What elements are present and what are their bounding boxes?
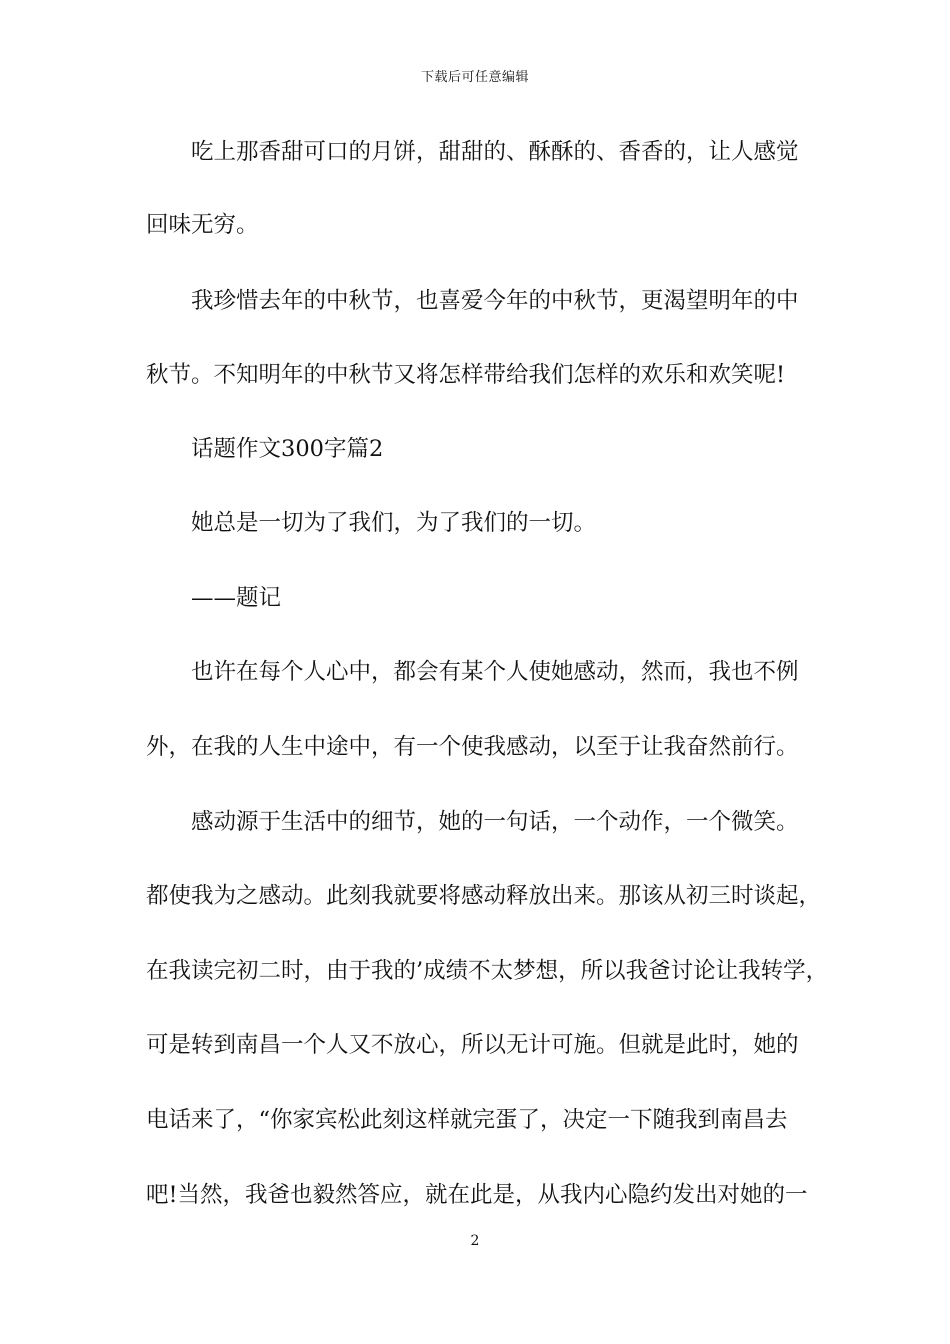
text-line: 也许在每个人心中，都会有某个人使她感动，然而，我也不例	[191, 659, 799, 685]
section-heading: 话题作文300字篇2	[191, 436, 384, 462]
text-line: 她总是一切为了我们，为了我们的一切。	[191, 510, 597, 536]
page-number: 2	[470, 1233, 480, 1249]
text-line: 都使我为之感动。此刻我就要将感动释放出来。那该从初三时谈起，	[146, 883, 822, 909]
text-line: 感动源于生活中的细节，她的一句话，一个动作，一个微笑。	[191, 809, 799, 835]
text-line: 吃上那香甜可口的月饼，甜甜的、酥酥的、香香的，让人感觉	[191, 139, 799, 165]
page-header: 下载后可任意编辑	[420, 70, 529, 85]
text-line: 吧!当然，我爸也毅然答应，就在此是，从我内心隐约发出对她的一	[146, 1182, 808, 1208]
text-line: 可是转到南昌一个人又不放心，所以无计可施。但就是此时，她的	[146, 1032, 799, 1058]
text-line: 在我读完初二时，由于我的’成绩不太梦想，所以我爸讨论让我转学，	[146, 958, 829, 984]
text-line: 电话来了，“你家宾松此刻这样就完蛋了，决定一下随我到南昌去	[146, 1107, 788, 1133]
text-line: 回味无穷。	[146, 212, 259, 238]
text-line: 外，在我的人生中途中，有一个使我感动，以至于让我奋然前行。	[146, 734, 799, 760]
epigraph-attribution: ——题记	[191, 585, 282, 611]
text-line: 我珍惜去年的中秋节，也喜爱今年的中秋节，更渴望明年的中	[191, 288, 799, 314]
text-line: 秋节。不知明年的中秋节又将怎样带给我们怎样的欢乐和欢笑呢!	[146, 362, 786, 388]
